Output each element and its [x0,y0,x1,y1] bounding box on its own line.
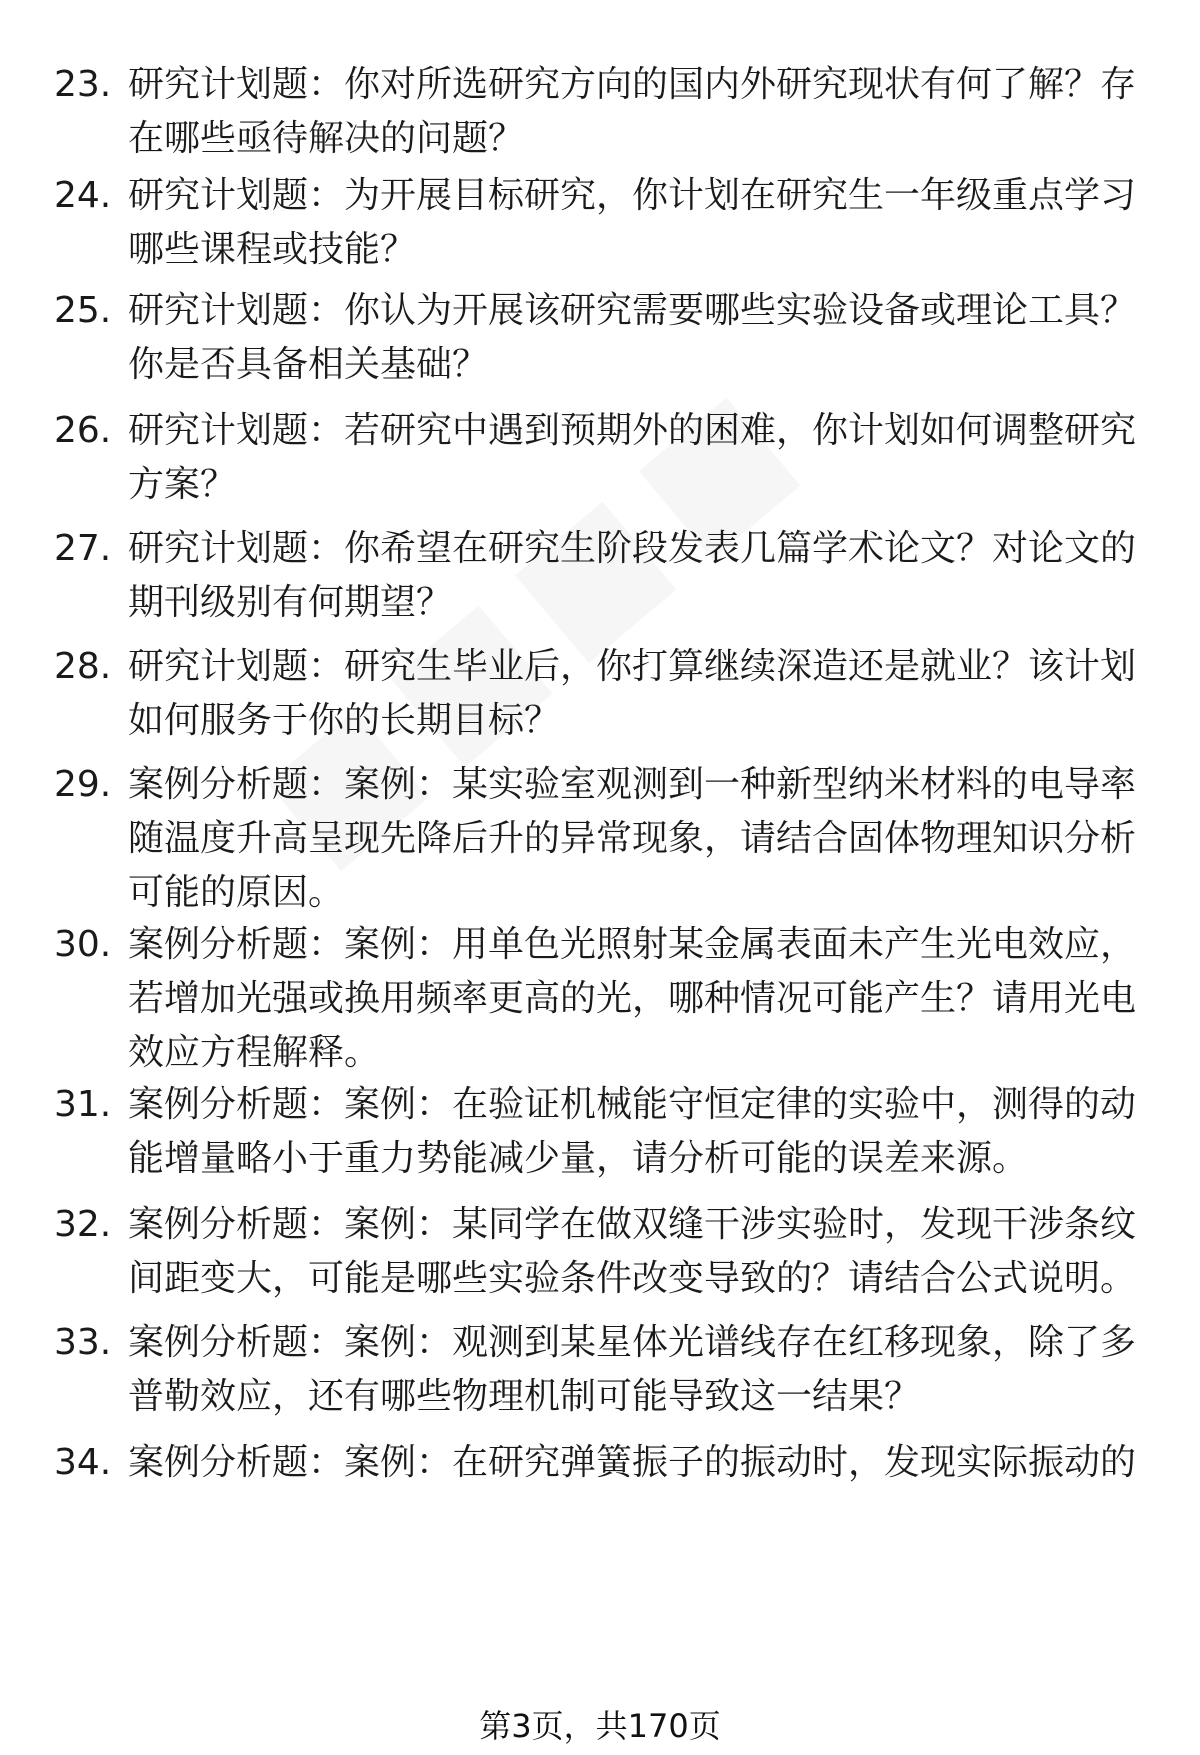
question-28 [54,640,1154,748]
question-text-line: 能增量略小于重力势能减少量，请分析可能的误差来源。 [128,1138,1029,1179]
question-text-line: 在哪些亟待解决的问题？ [128,118,525,159]
question-text-line: 间距变大，可能是哪些实验条件改变导致的？请结合公式说明。 [128,1258,1137,1299]
question-number: 26. [54,410,112,451]
question-33 [54,1316,1154,1424]
question-text-line: 案例分析题：案例：观测到某星体光谱线存在红移现象，除了多 [128,1322,1137,1363]
page-footer: 第3页，共170页 [479,1707,721,1745]
question-number: 29. [54,764,112,805]
question-text-line: 期刊级别有何期望？ [128,582,453,623]
question-25 [54,284,1154,392]
question-text-line: 研究计划题：若研究中遇到预期外的困难，你计划如何调整研究 [128,410,1137,451]
question-text-line: 随温度升高呈现先降后升的异常现象，请结合固体物理知识分析 [128,818,1137,859]
question-24 [54,169,1154,277]
question-text-line: 如何服务于你的长期目标？ [128,700,561,741]
question-32 [54,1198,1154,1306]
question-number: 33. [54,1322,112,1363]
question-text-line: 研究计划题：你希望在研究生阶段发表几篇学术论文？对论文的 [128,528,1137,569]
question-text-line: 方案？ [128,464,237,505]
question-29 [54,758,1154,920]
question-text-line: 案例分析题：案例：用单色光照射某金属表面未产生光电效应， [128,924,1137,965]
question-text-line: 普勒效应，还有哪些物理机制可能导致这一结果？ [128,1376,921,1417]
question-27 [54,522,1154,630]
question-text-line: 案例分析题：案例：某实验室观测到一种新型纳米材料的电导率 [128,764,1137,805]
question-text-line: 哪些课程或技能？ [128,229,417,270]
question-text-line: 研究计划题：你认为开展该研究需要哪些实验设备或理论工具？ [128,290,1137,331]
question-number: 27. [54,528,112,569]
question-number: 34. [54,1442,112,1483]
question-text-line: 研究计划题：为开展目标研究，你计划在研究生一年级重点学习 [128,175,1137,216]
question-30 [54,918,1154,1080]
question-text-line: 研究计划题：研究生毕业后，你打算继续深造还是就业？该计划 [128,646,1137,687]
question-text-line: 若增加光强或换用频率更高的光，哪种情况可能产生？请用光电 [128,978,1137,1019]
question-number: 30. [54,924,112,965]
question-31 [54,1078,1154,1186]
question-number: 23. [54,64,112,105]
question-23 [54,58,1154,166]
question-text-line: 案例分析题：案例：在验证机械能守恒定律的实验中，测得的动 [128,1084,1137,1125]
question-text-line: 案例分析题：案例：某同学在做双缝干涉实验时，发现干涉条纹 [128,1204,1137,1245]
question-number: 25. [54,290,112,331]
question-26 [54,404,1154,512]
question-number: 32. [54,1204,112,1245]
question-text-line: 案例分析题：案例：在研究弹簧振子的振动时，发现实际振动的 [128,1442,1137,1483]
question-text-line: 研究计划题：你对所选研究方向的国内外研究现状有何了解？存 [128,64,1137,105]
question-text-line: 可能的原因。 [128,872,345,913]
question-number: 31. [54,1084,112,1125]
question-34 [54,1436,1154,1490]
question-number: 24. [54,175,112,216]
question-text-line: 效应方程解释。 [128,1032,381,1073]
question-number: 28. [54,646,112,687]
question-text-line: 你是否具备相关基础？ [128,344,489,385]
